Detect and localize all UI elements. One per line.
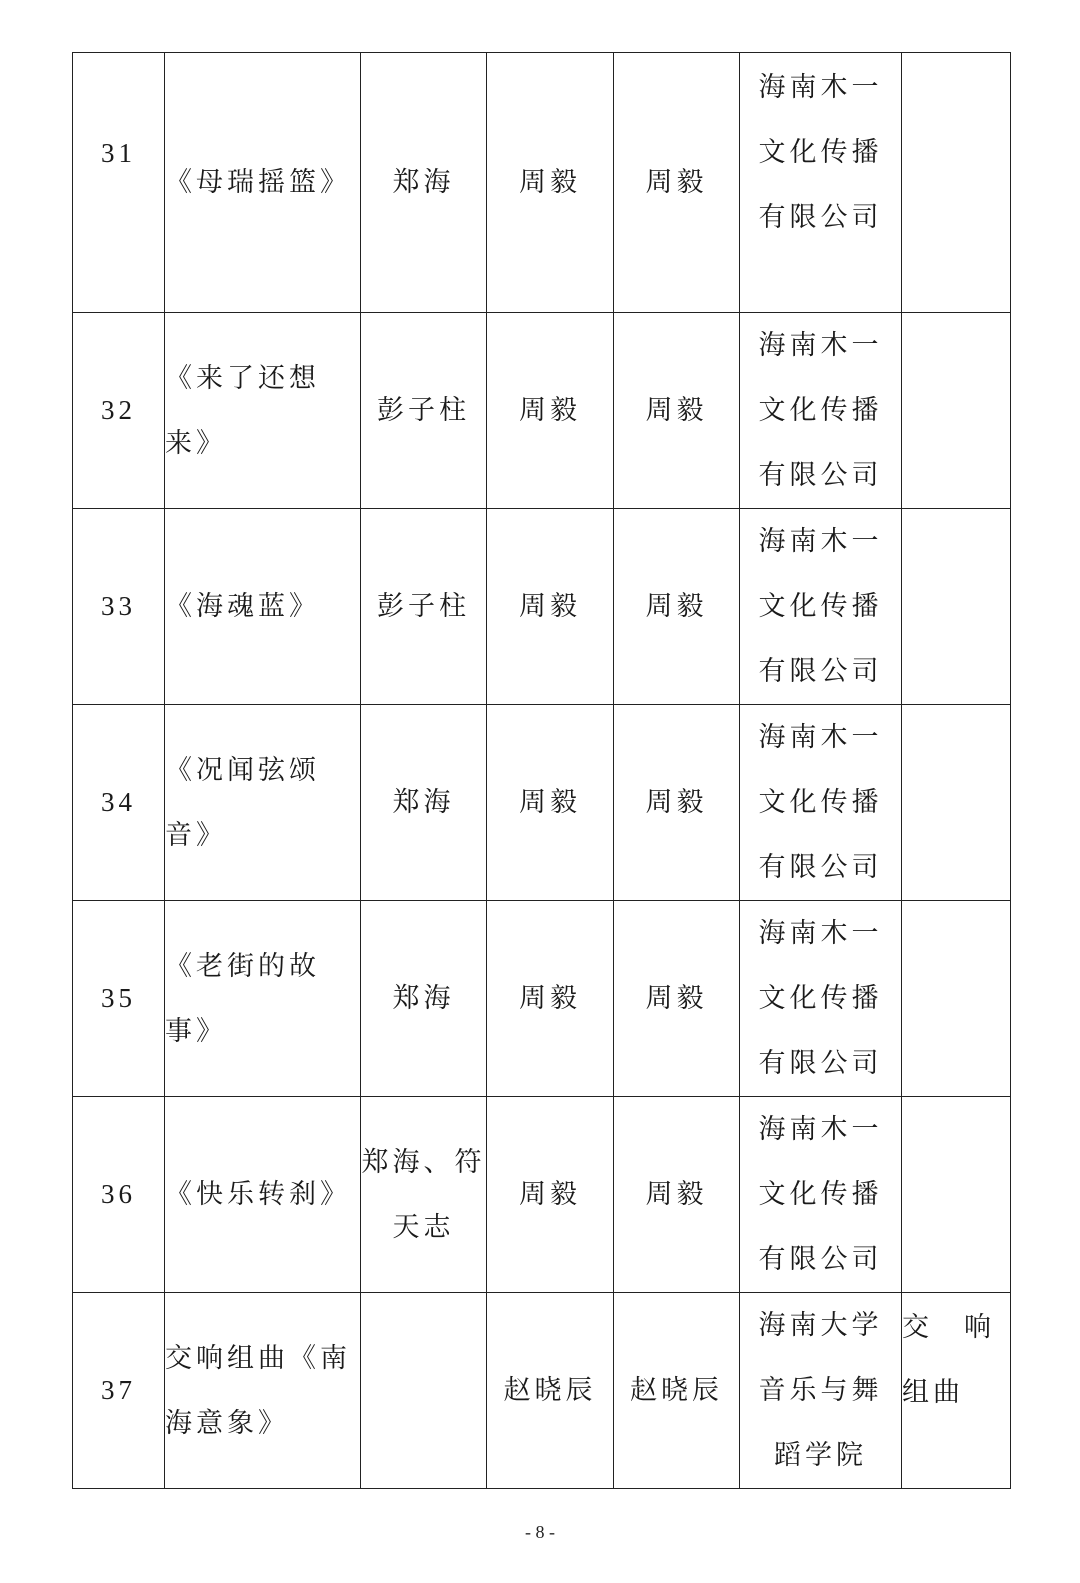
works-table [72,52,1011,1489]
row-number: 34 [73,705,165,901]
performer: 赵晓辰 [614,1293,740,1489]
table-row [73,53,1011,313]
row-number: 33 [73,509,165,705]
note [902,53,1011,313]
table-row [73,313,1011,509]
composer: 周毅 [487,705,614,901]
row-number: 37 [73,1293,165,1489]
work-title: 《母瑞摇篮》 [165,53,361,313]
row-number: 31 [73,53,165,313]
performer: 周毅 [614,509,740,705]
row-number: 36 [73,1097,165,1293]
lyricist: 郑海 [361,53,487,313]
work-title: 《老街的故 事》 [165,901,361,1097]
lyricist: 彭子柱 [361,509,487,705]
note [902,705,1011,901]
composer: 赵晓辰 [487,1293,614,1489]
note [902,313,1011,509]
composer: 周毅 [487,1097,614,1293]
page-number: - 8 - [525,1522,555,1542]
performer: 周毅 [614,53,740,313]
lyricist: 郑海 [361,705,487,901]
work-title: 《况闻弦颂 音》 [165,705,361,901]
row-number: 35 [73,901,165,1097]
composer: 周毅 [487,901,614,1097]
lyricist [361,1293,487,1489]
lyricist: 郑海 [361,901,487,1097]
work-title: 交响组曲《南 海意象》 [165,1293,361,1489]
unit: 海南木一 文化传播 有限公司 [740,705,902,901]
unit: 海南木一 文化传播 有限公司 [740,53,902,313]
note: 交 响 组曲 [902,1293,1011,1489]
composer: 周毅 [487,53,614,313]
unit: 海南木一 文化传播 有限公司 [740,1097,902,1293]
row-number: 32 [73,313,165,509]
performer: 周毅 [614,901,740,1097]
table-row [73,509,1011,705]
unit: 海南木一 文化传播 有限公司 [740,313,902,509]
composer: 周毅 [487,509,614,705]
unit: 海南木一 文化传播 有限公司 [740,509,902,705]
lyricist: 彭子柱 [361,313,487,509]
unit: 海南大学 音乐与舞 蹈学院 [740,1293,902,1489]
table-row [73,1293,1011,1489]
note [902,1097,1011,1293]
note [902,901,1011,1097]
table-row [73,705,1011,901]
lyricist: 郑海、符 天志 [361,1097,487,1293]
composer: 周毅 [487,313,614,509]
work-title: 《快乐转刹》 [165,1097,361,1293]
work-title: 《来了还想 来》 [165,313,361,509]
table-row [73,901,1011,1097]
performer: 周毅 [614,705,740,901]
note [902,509,1011,705]
unit: 海南木一 文化传播 有限公司 [740,901,902,1097]
table-row [73,1097,1011,1293]
performer: 周毅 [614,1097,740,1293]
work-title: 《海魂蓝》 [165,509,361,705]
performer: 周毅 [614,313,740,509]
